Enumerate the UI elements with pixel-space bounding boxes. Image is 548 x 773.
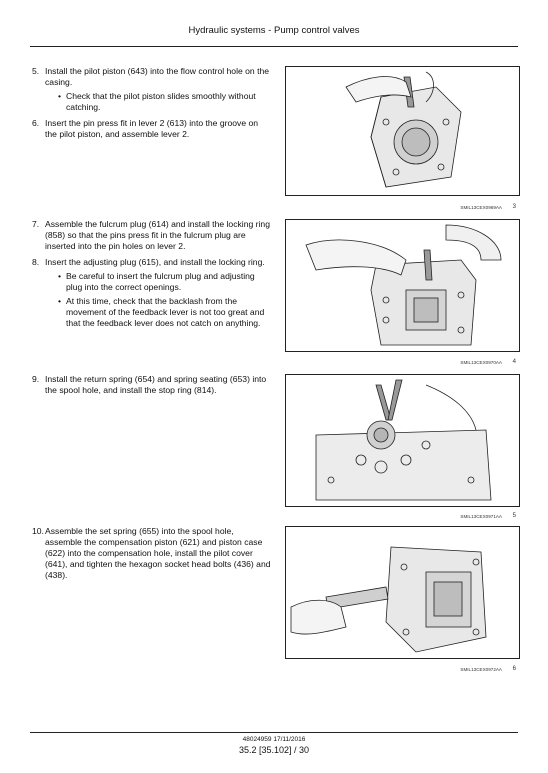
- step-bullet: • Check that the pilot piston slides smoothly without catching.: [58, 91, 256, 112]
- footer-doc-date: 48024959 17/11/2016: [242, 736, 306, 743]
- step-9: 9. Install the return spring (654) and spring seating (653) into the spool hole, and install the stop ring (814).: [32, 374, 267, 395]
- step-5: 5. Install the pilot piston (643) into the flow control hole on the casing. • Check that the pilot piston slides smoothly without catching.: [32, 66, 272, 113]
- step-10: 10. Assemble the set spring (655) into the spool hole, assemble the compensation piston (621) and piston case (622) into the compensation hole, install the pilot cover (641), and tighten the hexagon socket head bolts (436) and (438).: [32, 526, 271, 580]
- footer-page-number: 35.2 [35.102] / 30: [238, 745, 310, 755]
- instruction-section-2: [32, 219, 272, 334]
- footer-divider: [30, 732, 518, 733]
- header-divider: [30, 46, 518, 47]
- instruction-section-4: [32, 526, 272, 586]
- step-text: Assemble the fulcrum plug (614) and install the locking ring (858) so that the pins press fit in the fulcrum plug are inserted into the pin holes on lever 2.: [45, 219, 270, 251]
- step-text: Insert the pin press fit in lever 2 (613) into the groove on the pilot piston, and assemble lever 2.: [45, 118, 259, 139]
- step-text: Install the return spring (654) and spring seating (653) into the spool hole, and install the stop ring (814).: [45, 374, 267, 395]
- instruction-section-3: [32, 374, 272, 401]
- page-header: Hydraulic systems - Pump control valves: [188, 25, 360, 36]
- figure-5-image: [285, 374, 520, 507]
- step-6: 6. Insert the pin press fit in lever 2 (613) into the groove on the pilot piston, and assemble lever 2.: [32, 118, 259, 139]
- step-bullet: • At this time, check that the backlash from the movement of the feedback lever is not too great and that the feedback lever does not catch on anything.: [58, 296, 265, 328]
- step-8: 8. Insert the adjusting plug (615), and install the locking ring. • Be careful to insert the fulcrum plug and adjusting plug into the correct openings. • At this time, check that the backlash from the movement of the feedback lever is not too great and that the feedback lever does not catch on anything.: [32, 257, 272, 329]
- instruction-section-1: [32, 66, 272, 145]
- figure-4-image: [285, 219, 520, 352]
- figure-6-image: [285, 526, 520, 659]
- step-text: Insert the adjusting plug (615), and install the locking ring.: [45, 257, 265, 267]
- figure-3-image: [285, 66, 520, 196]
- step-text: Assemble the set spring (655) into the spool hole, assemble the compensation piston (621) and piston case (622) into the compensation hole, install the pilot cover (641), and tighten the hexagon socket head bolts (436) and (438).: [45, 526, 271, 580]
- step-bullet: • Be careful to insert the fulcrum plug and adjusting plug into the correct openings.: [58, 271, 255, 292]
- step-text: Install the pilot piston (643) into the flow control hole on the casing.: [45, 66, 270, 87]
- step-7: 7. Assemble the fulcrum plug (614) and install the locking ring (858) so that the pins press fit in the fulcrum plug are inserted into the pin holes on lever 2.: [32, 219, 270, 251]
